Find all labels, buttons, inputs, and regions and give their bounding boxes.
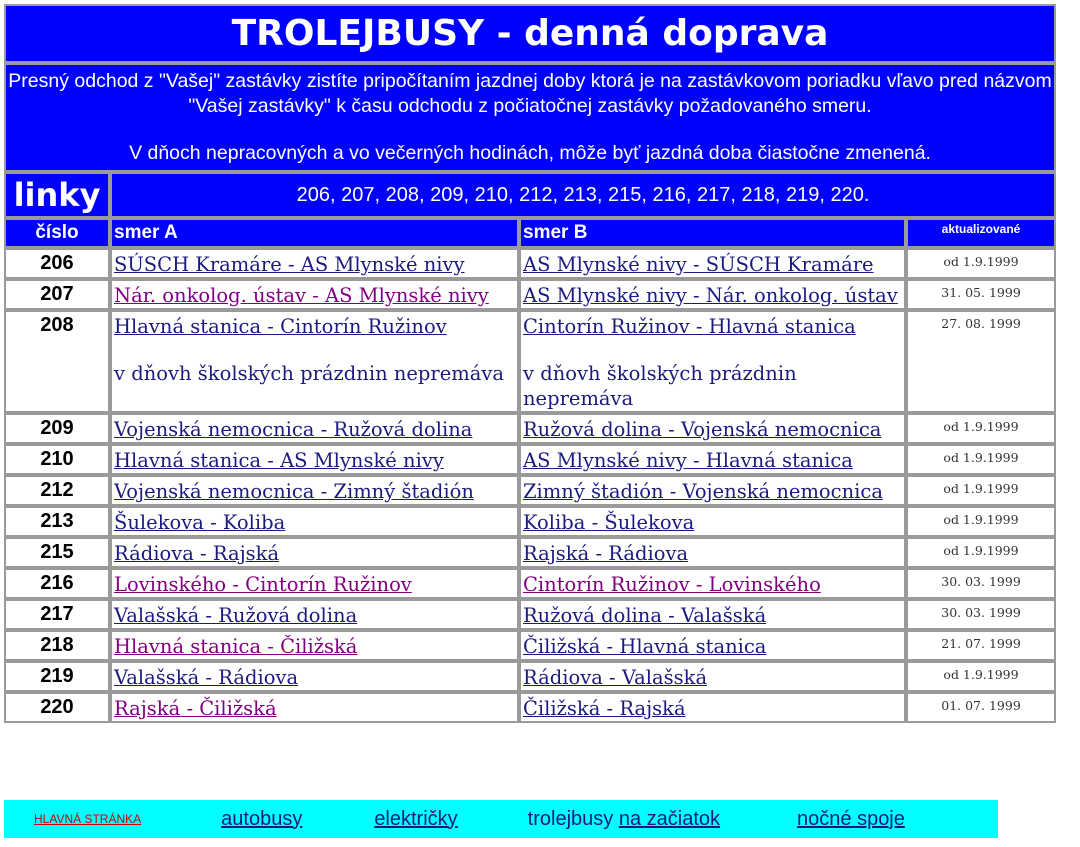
direction-a-cell xyxy=(110,279,519,310)
lines-list: 206, 207, 208, 209, 210, 212, 213, 215, 216, 217, 218, 219, 220. xyxy=(110,172,1056,218)
direction-a-cell xyxy=(110,692,519,723)
table-row xyxy=(4,692,1056,723)
direction-a-link[interactable]: Rajská - Čiližská xyxy=(114,697,277,720)
direction-b-cell xyxy=(519,537,906,568)
direction-b-link[interactable]: Rádiova - Valašská xyxy=(523,666,708,689)
direction-b-link[interactable]: AS Mlynské nivy - Nár. onkolog. ústav xyxy=(523,284,898,307)
to-start-link[interactable]: na začiatok xyxy=(618,807,721,830)
page xyxy=(4,4,1056,723)
updated-date: od 1.9.1999 xyxy=(906,413,1056,444)
direction-a-cell xyxy=(110,506,519,537)
direction-b-link[interactable]: Rajská - Rádiova xyxy=(523,542,689,565)
info-line-1: Presný odchod z "Vašej" zastávky zistíte pripočítaním jazdnej doby ktorá je na zastávkovom poriadku vľavo pred názvom "Vašej zastávky" k času odchodu z počiatočnej zastávky požadovaného smeru. xyxy=(8,70,1052,117)
direction-b-link[interactable]: Čiližská - Rajská xyxy=(523,697,686,720)
info-line-2: V dňoch nepracovných a vo večerných hodinách, môže byť jazdná doba čiastočne zmenená. xyxy=(129,142,931,164)
direction-b-cell xyxy=(519,692,906,723)
buses-link[interactable]: autobusy xyxy=(221,807,303,830)
trams-link[interactable]: električky xyxy=(374,807,458,830)
page-title: TROLEJBUSY - denná doprava xyxy=(4,4,1056,63)
direction-a-link[interactable]: Hlavná stanica - Čiližská xyxy=(114,635,358,658)
direction-b-link[interactable]: Cintorín Ružinov - Hlavná stanica xyxy=(523,315,856,338)
direction-a-link[interactable]: Rádiova - Rajská xyxy=(114,542,280,565)
route-number: 213 xyxy=(4,506,110,537)
direction-a-cell xyxy=(110,537,519,568)
direction-a-cell xyxy=(110,444,519,475)
table-row xyxy=(4,506,1056,537)
direction-b-link[interactable]: AS Mlynské nivy - Hlavná stanica xyxy=(523,449,853,472)
table-row xyxy=(4,248,1056,279)
footer-nav xyxy=(4,800,998,838)
updated-date: 30. 03. 1999 xyxy=(906,568,1056,599)
direction-b-cell xyxy=(519,599,906,630)
updated-date: od 1.9.1999 xyxy=(906,248,1056,279)
updated-date: 01. 07. 1999 xyxy=(906,692,1056,723)
route-number: 220 xyxy=(4,692,110,723)
trolleys-label xyxy=(528,808,720,831)
table-row xyxy=(4,279,1056,310)
direction-b-link[interactable]: Ružová dolina - Vojenská nemocnica xyxy=(523,418,882,441)
direction-b-link[interactable]: Ružová dolina - Valašská xyxy=(523,604,767,627)
route-note: v dňovh školských prázdnin nepremáva xyxy=(114,362,505,385)
updated-date: od 1.9.1999 xyxy=(906,475,1056,506)
home-link[interactable]: HLAVNÁ STRÁNKA xyxy=(34,812,142,826)
direction-b-cell xyxy=(519,506,906,537)
route-number: 212 xyxy=(4,475,110,506)
direction-b-cell xyxy=(519,661,906,692)
route-number: 208 xyxy=(4,310,110,413)
header-number: číslo xyxy=(4,218,110,248)
updated-date: od 1.9.1999 xyxy=(906,444,1056,475)
table-row xyxy=(4,413,1056,444)
direction-b-cell xyxy=(519,630,906,661)
direction-a-link[interactable]: Hlavná stanica - AS Mlynské nivy xyxy=(114,449,444,472)
updated-date: od 1.9.1999 xyxy=(906,661,1056,692)
table-row xyxy=(4,310,1056,413)
night-link[interactable]: nočné spoje xyxy=(797,807,905,830)
direction-b-link[interactable]: Cintorín Ružinov - Lovinského xyxy=(523,573,821,596)
direction-a-cell xyxy=(110,475,519,506)
direction-b-cell xyxy=(519,444,906,475)
table-row xyxy=(4,599,1056,630)
direction-a-link[interactable]: Lovinského - Cintorín Ružinov xyxy=(114,573,412,596)
direction-b-cell xyxy=(519,279,906,310)
route-number: 217 xyxy=(4,599,110,630)
info-text xyxy=(4,63,1056,172)
direction-a-link[interactable]: Hlavná stanica - Cintorín Ružinov xyxy=(114,315,447,338)
direction-a-cell xyxy=(110,661,519,692)
route-note: v dňovh školských prázdnin nepremáva xyxy=(523,362,797,410)
timetable xyxy=(4,4,1056,723)
table-row xyxy=(4,444,1056,475)
direction-b-cell xyxy=(519,568,906,599)
updated-date: 27. 08. 1999 xyxy=(906,310,1056,413)
direction-a-link[interactable]: Valašská - Ružová dolina xyxy=(114,604,358,627)
header-updated: aktualizované xyxy=(906,218,1056,248)
table-row xyxy=(4,630,1056,661)
updated-date: od 1.9.1999 xyxy=(906,537,1056,568)
direction-a-link[interactable]: Šulekova - Koliba xyxy=(114,511,286,534)
direction-b-link[interactable]: Koliba - Šulekova xyxy=(523,511,695,534)
updated-date: 31. 05. 1999 xyxy=(906,279,1056,310)
direction-b-link[interactable]: Zimný štadión - Vojenská nemocnica xyxy=(523,480,883,503)
header-direction-a: smer A xyxy=(110,218,519,248)
route-number: 216 xyxy=(4,568,110,599)
direction-b-link[interactable]: AS Mlynské nivy - SÚSCH Kramáre xyxy=(523,253,874,276)
route-number: 218 xyxy=(4,630,110,661)
trolleys-text: trolejbusy xyxy=(527,807,614,830)
direction-b-cell xyxy=(519,475,906,506)
table-row xyxy=(4,537,1056,568)
direction-a-cell xyxy=(110,568,519,599)
direction-a-link[interactable]: Valašská - Rádiova xyxy=(114,666,299,689)
route-number: 219 xyxy=(4,661,110,692)
direction-b-link[interactable]: Čiližská - Hlavná stanica xyxy=(523,635,767,658)
direction-b-cell xyxy=(519,248,906,279)
updated-date: 30. 03. 1999 xyxy=(906,599,1056,630)
direction-a-cell xyxy=(110,599,519,630)
direction-a-cell xyxy=(110,630,519,661)
table-row xyxy=(4,475,1056,506)
direction-a-cell xyxy=(110,413,519,444)
route-number: 209 xyxy=(4,413,110,444)
table-row xyxy=(4,568,1056,599)
header-direction-b: smer B xyxy=(519,218,906,248)
updated-date: od 1.9.1999 xyxy=(906,506,1056,537)
route-number: 207 xyxy=(4,279,110,310)
direction-b-cell xyxy=(519,310,906,413)
table-row xyxy=(4,661,1056,692)
lines-label: linky xyxy=(4,172,110,218)
route-number: 215 xyxy=(4,537,110,568)
route-number: 210 xyxy=(4,444,110,475)
direction-a-link[interactable]: Vojenská nemocnica - Ružová dolina xyxy=(114,418,473,441)
direction-a-cell xyxy=(110,310,519,413)
direction-a-link[interactable]: Vojenská nemocnica - Zimný štadión xyxy=(114,480,474,503)
direction-a-cell xyxy=(110,248,519,279)
direction-b-cell xyxy=(519,413,906,444)
updated-date: 21. 07. 1999 xyxy=(906,630,1056,661)
direction-a-link[interactable]: Nár. onkolog. ústav - AS Mlynské nivy xyxy=(114,284,489,307)
direction-a-link[interactable]: SÚSCH Kramáre - AS Mlynské nivy xyxy=(114,253,465,276)
route-number: 206 xyxy=(4,248,110,279)
